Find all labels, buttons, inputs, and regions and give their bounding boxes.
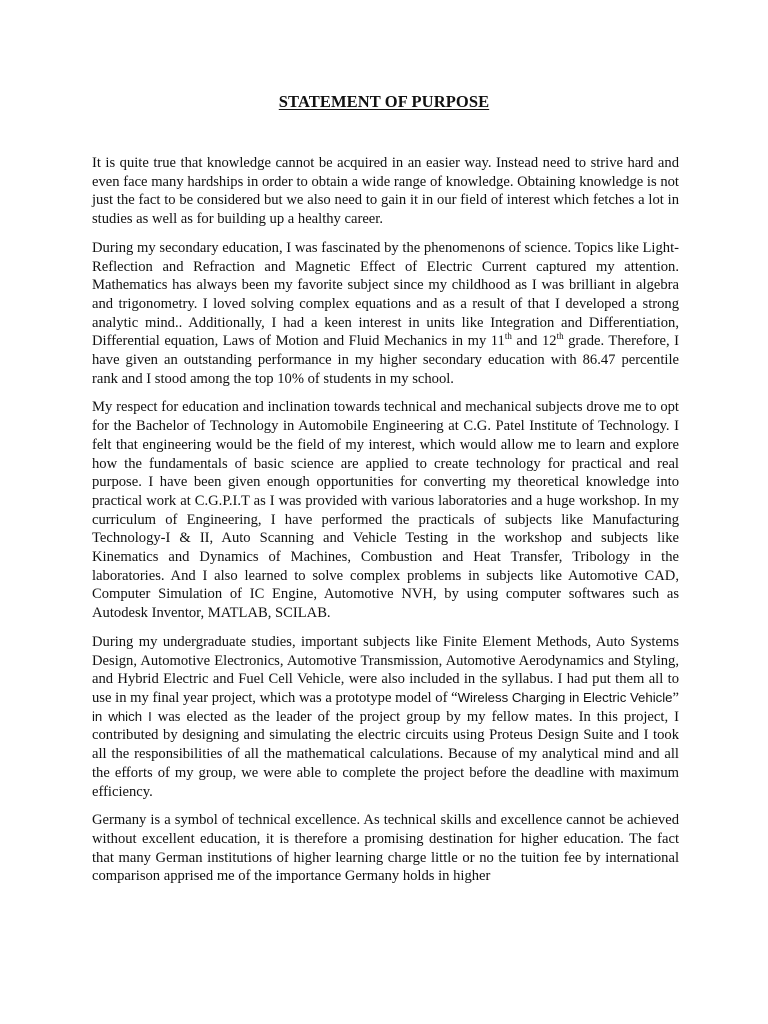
project-title-text: Wireless Charging in Electric Vehicle xyxy=(457,689,673,705)
paragraph-2-text-c: grade. Therefore, I have given an outstanding performance in my higher secondary education with 86.47 percentile rank and I stood among the top 10% of students in my school. xyxy=(92,333,679,387)
paragraph-2-text-b: and 12 xyxy=(511,333,557,350)
paragraph-3: My respect for education and inclination towards technical and mechanical subjects drove me to opt for the Bachelor of Technology in Automobile Engineering at C.G. Patel Institute of Technology. I felt that engineering would be the field of my interest, which would allow me to learn and explore how the fundamentals of basic science are applied to create technology for practical and real purpose. I have been given enough opportunities for converting my theoretical knowledge into practical work at C.G.P.I.T as I was provided with various laboratories and a huge workshop. In my curriculum of Engineering, I have performed the practicals of subjects like Manufacturing Technology-I & II, Auto Scanning and Vehicle Testing in the workshop and subjects like Kinematics and Dynamics of Machines, Combustion and Heat Transfer, Tribology in the laboratories. And I also learned to solve complex problems in subjects like Automotive CAD, Computer Simulation of IC Engine, Automotive NVH, by using computer softwares such as Autodesk Inventor, MATLAB, SCILAB. xyxy=(92,399,679,622)
document-title: STATEMENT OF PURPOSE xyxy=(278,92,490,111)
paragraph-2-text-a: During my secondary education, I was fascinated by the phenomenons of science. Topics like Light-Reflection and Refraction and Magnetic Effect of Electric Current captured my attention. Mathematics has always been my favorite subject since my childhood as I was brilliant in algebra and trigonometry. I loved solving complex equations and as a result of that I developed a strong analytic mind.. Additionally, I had a keen interest in units like Integration and Differentiation, Differential equation, Laws of Motion and Fluid Mechanics in my 11 xyxy=(92,239,679,350)
superscript-th-2: th xyxy=(556,331,564,342)
paragraph-1: It is quite true that knowledge cannot be acquired in an easier way. Instead need to strive hard and even face many hardships in order to obtain a wide range of knowledge. Obtaining knowledge is not just the fact to be considered but we also need to gain it in our field of interest which fetches a lot in studies as well as for building up a healthy career. xyxy=(92,155,679,228)
paragraph-2 xyxy=(92,239,679,389)
superscript-th-1: th xyxy=(504,331,512,342)
paragraph-4-text-a: During my undergraduate studies, important subjects like Finite Element Methods, Auto Systems Design, Automotive Electronics, Automotive Transmission, Automotive Aerodynamics and Styling, and Hybrid Electric and Fuel Cell Vehicle, were also included in the syllabus. I had put them all to use in my final year project, which was a prototype model of “ xyxy=(92,633,679,706)
paragraph-4-text-c: was elected as the leader of the project group by my fellow mates. In this project, I contributed by designing and simulating the electric circuits using Proteus Design Suite and I took all the responsibilities of all the mathematical calculations. Because of my analytical mind and all the efforts of my group, we were able to complete the project before the deadline with maximum efficiency. xyxy=(92,708,679,800)
paragraph-4-alt-text: in which I xyxy=(92,708,152,724)
document-body xyxy=(92,154,679,896)
paragraph-4-text-b: ” xyxy=(672,689,679,706)
paragraph-5: Germany is a symbol of technical excellence. As technical skills and excellence cannot be achieved without excellent education, it is therefore a promising destination for higher education. The fact that many German institutions of higher learning charge little or no the tuition fee by international comparison apprised me of the importance Germany holds in higher xyxy=(92,812,679,885)
paragraph-4 xyxy=(92,633,679,801)
